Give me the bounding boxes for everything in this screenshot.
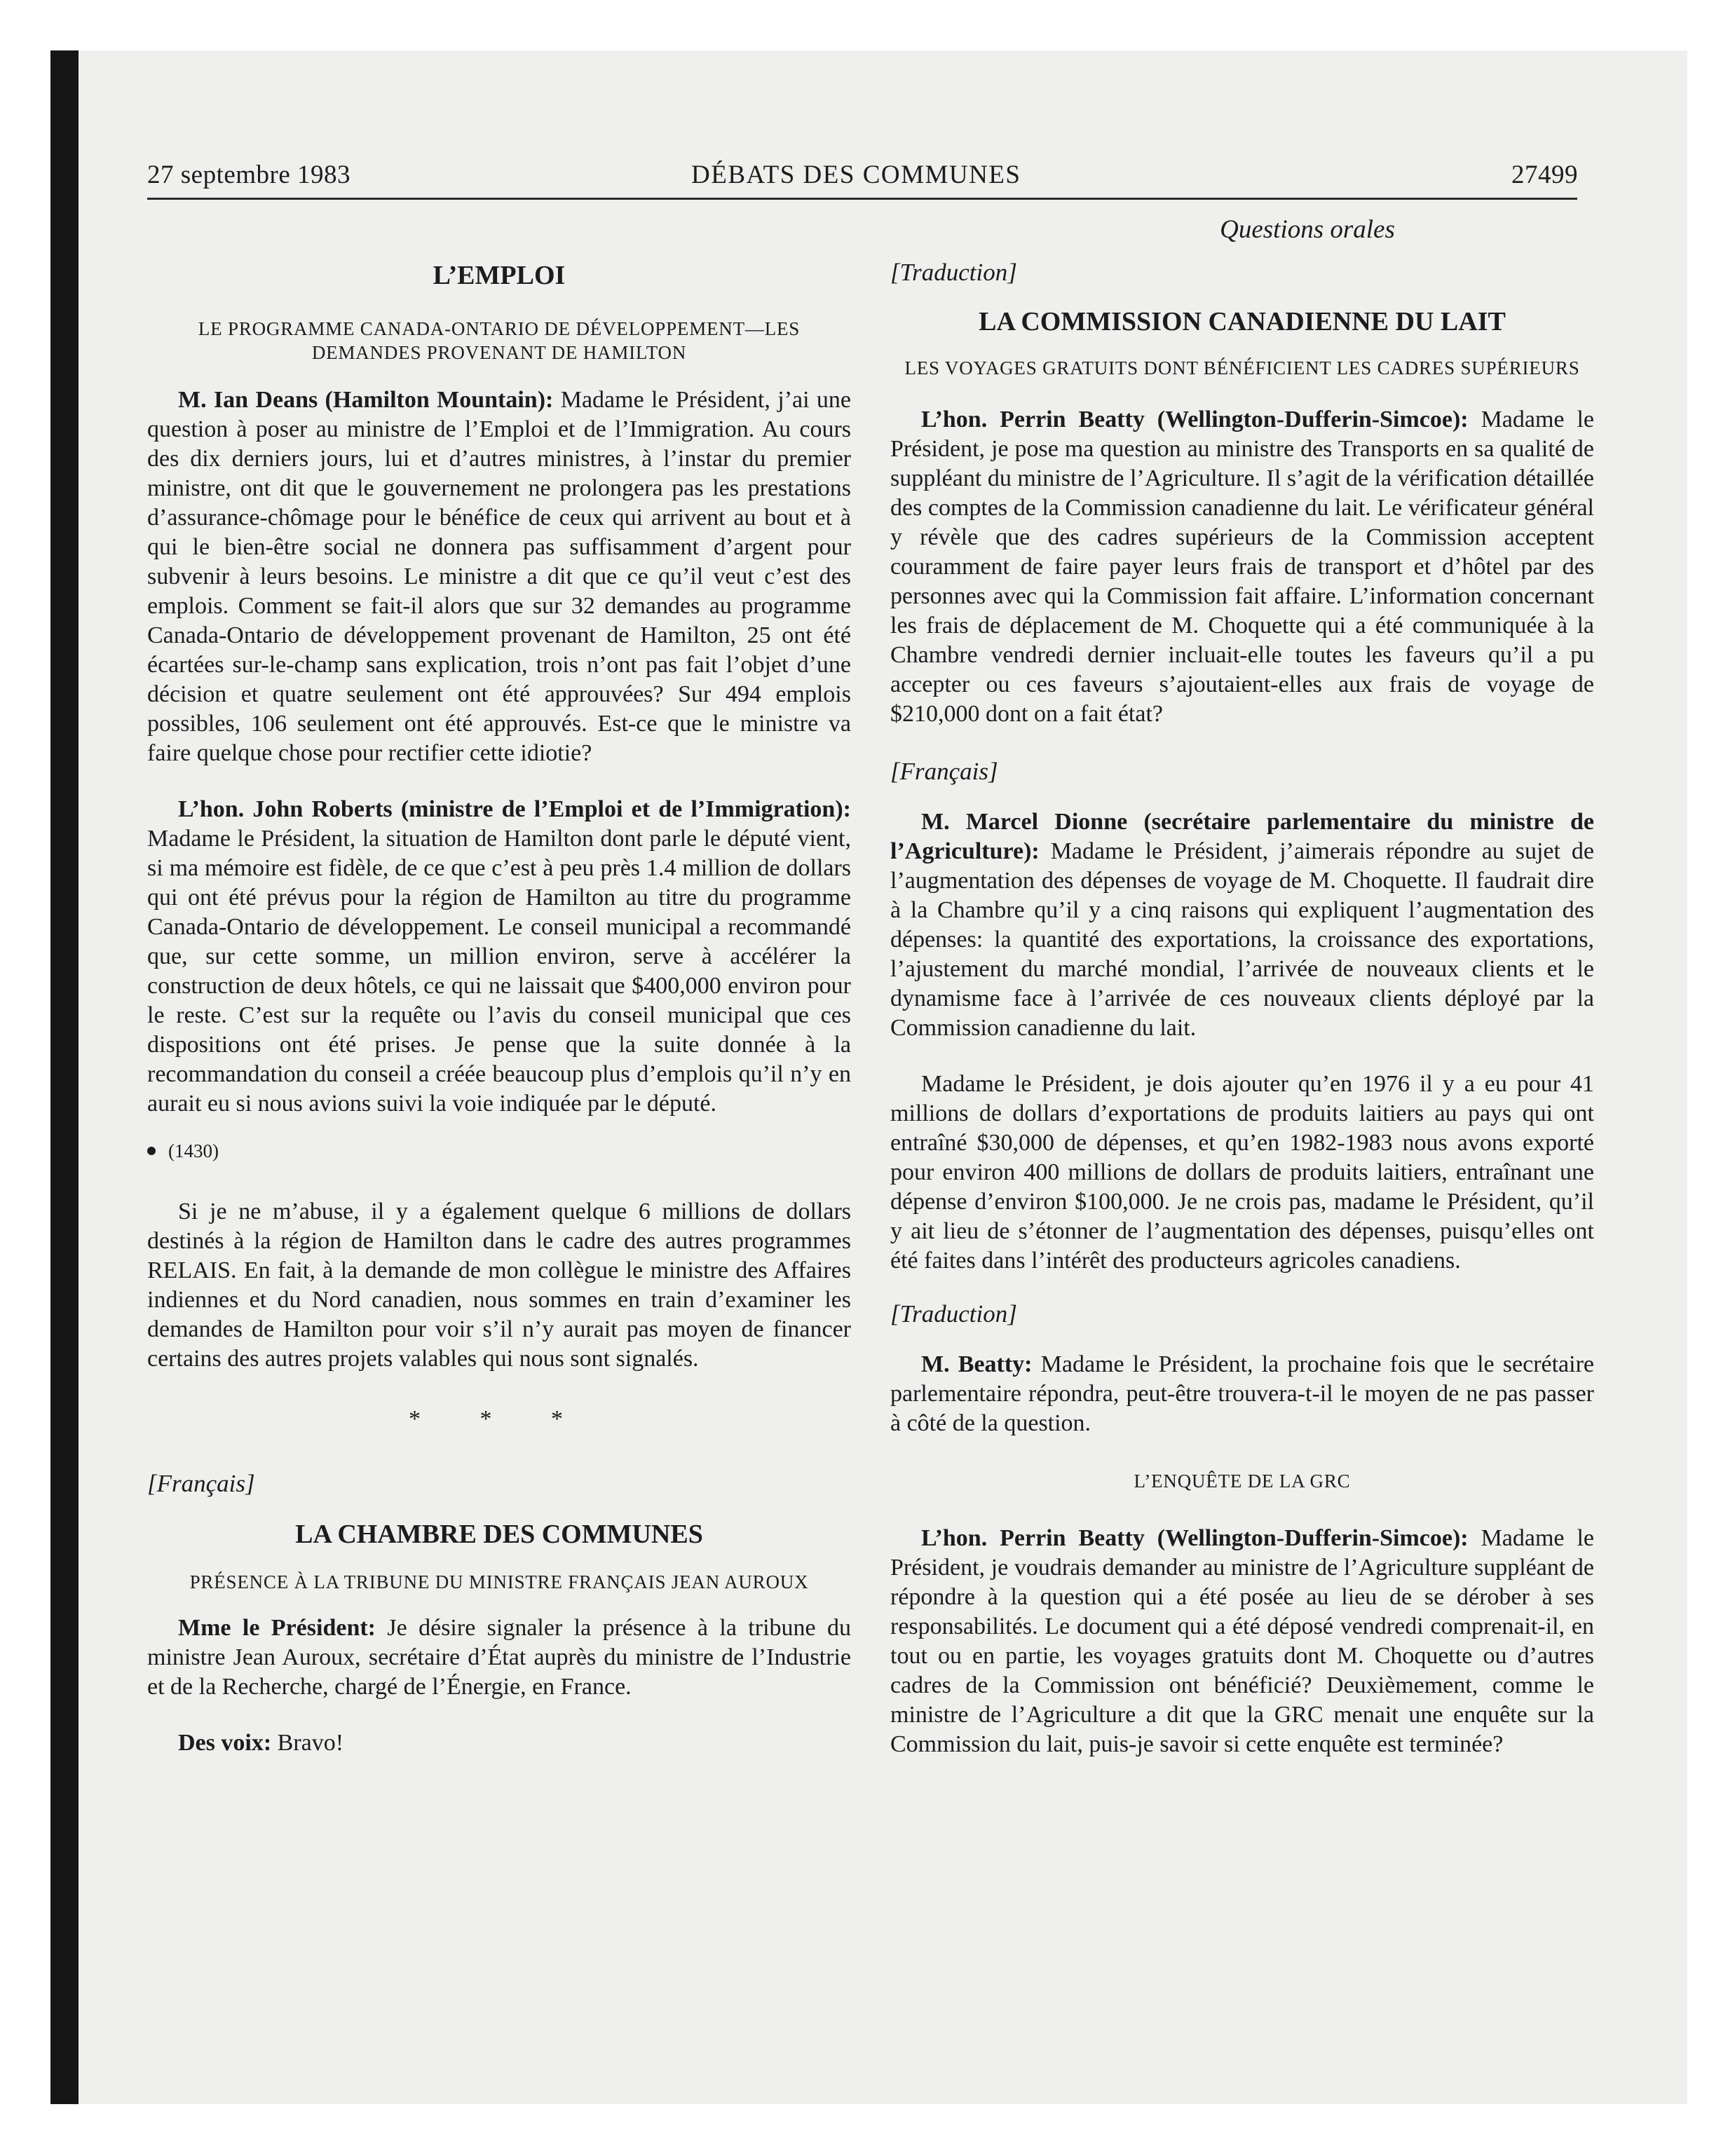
section-separator: * * * (409, 1406, 590, 1432)
left-column (147, 258, 851, 1758)
speaker-name: L’hon. Perrin Beatty (Wellington-Dufferin-Simcoe): (921, 407, 1469, 432)
speaker-name: L’hon. John Roberts (ministre de l’Emploi et de l’Immigration): (178, 796, 851, 822)
subsection-heading: PRÉSENCE À LA TRIBUNE DU MINISTRE FRANÇAIS JEAN AUROUX (189, 1571, 809, 1592)
language-marker: [Traduction] (890, 259, 1017, 286)
speaker-name: M. Ian Deans (Hamilton Mountain): (178, 387, 554, 413)
speech-paragraph (147, 795, 851, 1119)
speech-text: Je désire signaler la présence à la tribune du ministre Jean Auroux, secrétaire d’État auprès du ministre de l’Industrie et de la Recherche, chargé de l’Énergie, en France. (147, 1615, 851, 1700)
time-stamp: (1430) (168, 1140, 219, 1161)
speech-paragraph (147, 1197, 851, 1374)
running-head: Questions orales (1220, 215, 1395, 244)
speech-paragraph (147, 1728, 851, 1758)
speech-paragraph (890, 807, 1594, 1043)
speech-text: Bravo! (277, 1730, 344, 1756)
header-title: DÉBATS DES COMMUNES (691, 161, 1021, 189)
time-marker (147, 1137, 851, 1165)
speech-text: Madame le Président, je voudrais demander au ministre de l’Agriculture suppléant de répondre à la question qui a été posée au lieu de se dérober à ses responsabilités. Le document qui a été déposé vendredi comprenait-il, en tout ou en partie, les voyages gratuits dont M. Choquette ou d’autres cadres de la Commission ont bénéficié? Deuxièmement, comme le ministre de l’Agriculture a dit que la GRC menait une enquête sur la Commission du lait, puis-je savoir si cette enquête est terminée? (890, 1525, 1594, 1757)
section-heading: LA CHAMBRE DES COMMUNES (295, 1520, 703, 1549)
speech-paragraph (890, 1524, 1594, 1759)
speaker-name: L’hon. Perrin Beatty (Wellington-Dufferin-Simcoe): (921, 1525, 1469, 1551)
speaker-name: M. Marcel Dionne (secrétaire parlementaire du ministre de l’Agriculture): (890, 809, 1594, 864)
right-column (890, 258, 1594, 1759)
speech-text: Madame le Président, la situation de Hamilton dont parle le député vient, si ma mémoire est fidèle, de ce que c’est à peu près 1.4 million de dollars qui ont été prévus pour la région de Hamilton au titre du programme Canada-Ontario de développement. Le conseil municipal a recommandé que, sur cette somme, un million environ, serve à accélérer la construction de deux hôtels, ce qui ne laissait que $400,000 environ pour le reste. C’est sur la requête ou l’avis du conseil municipal que ces dispositions ont été prises. Je pense que la suite donnée à la recommandation du conseil a créée beaucoup plus d’emplois qu’il n’y en aurait eu si nous avions suivi la voie indiquée par le député. (147, 826, 851, 1117)
language-marker: [Français] (890, 758, 998, 785)
header-rule (147, 198, 1577, 200)
subsection-heading: LE PROGRAMME CANADA-ONTARIO DE DÉVELOPPEMENT—LES DEMANDES PROVENANT DE HAMILTON (198, 318, 801, 363)
speech-paragraph (890, 1350, 1594, 1438)
section-heading: LA COMMISSION CANADIENNE DU LAIT (979, 307, 1506, 336)
section-heading: L’EMPLOI (433, 261, 566, 290)
speech-paragraph (147, 386, 851, 768)
subsection-heading: L’ENQUÊTE DE LA GRC (1134, 1471, 1351, 1492)
speaker-name: Des voix: (178, 1730, 272, 1756)
speaker-name: M. Beatty: (921, 1351, 1033, 1377)
bullet-icon (147, 1147, 156, 1155)
speech-text: Madame le Président, je dois ajouter qu’en 1976 il y a eu pour 41 millions de dollars d’exportations de produits laitiers au pays qui ont entraîné $30,000 de dépenses, et qu’en 1982-1983 nous avons exporté pour environ 400 millions de dollars de produits laitiers, entraînant une dépense d’environ $100,000. Je ne crois pas, madame le Président, qu’il y ait lieu de s’étonner de l’augmentation des dépenses, puisqu’elles ont été faites dans l’intérêt des producteurs agricoles canadiens. (890, 1071, 1594, 1274)
page-number: 27499 (1511, 161, 1578, 189)
speech-paragraph (147, 1613, 851, 1702)
speech-text: Si je ne m’abuse, il y a également quelque 6 millions de dollars destinés à la région de Hamilton dans le cadre des autres programmes RELAIS. En fait, à la demande de mon collègue le ministre des Affaires indiennes et du Nord canadien, nous sommes en train d’examiner les demandes de Hamilton pour voir s’il n’y aurait pas moyen de financer certains des autres projets valables qui nous sont signalés. (147, 1199, 851, 1372)
subsection-heading: LES VOYAGES GRATUITS DONT BÉNÉFICIENT LES CADRES SUPÉRIEURS (904, 357, 1580, 378)
speech-text: Madame le Président, la prochaine fois que le secrétaire parlementaire répondra, peut-être trouvera-t-il le moyen de ne pas passer à côté de la question. (890, 1351, 1594, 1436)
speech-text: Madame le Président, je pose ma question au ministre des Transports en sa qualité de suppléant du ministre de l’Agriculture. Il s’agit de la vérification détaillée des comptes de la Commission canadienne du lait. Le vérificateur général y révèle que des cadres supérieurs de la Commission acceptent couramment de faire payer leurs frais de transport et d’hôtel par des personnes avec qui la Commission fait affaire. L’information concernant les frais de déplacement de M. Choquette qui a été communiquée à la Chambre vendredi dernier incluait-elle toutes les faveurs qu’il a pu accepter ou ces faveurs s’ajoutaient-elles aux frais de voyage de $210,000 dont on a fait état? (890, 407, 1594, 727)
speaker-name: Mme le Président: (178, 1615, 376, 1641)
header-date: 27 septembre 1983 (147, 161, 351, 189)
speech-paragraph (890, 405, 1594, 729)
speech-text: Madame le Président, j’aimerais répondre au sujet de l’augmentation des dépenses de voyage de M. Choquette. Il faudrait dire à la Chambre qu’il y a cinq raisons qui expliquent l’augmentation des dépenses: la quantité des exportations, la croissance des exportations, l’ajustement du marché mondial, l’arrivée de nouveaux clients et le dynamisme face à l’arrivée de ces nouveaux clients déployé par la Commission canadienne du lait. (890, 838, 1595, 1041)
scan-binding-edge (50, 50, 79, 2104)
speech-paragraph (890, 1070, 1594, 1276)
language-marker: [Traduction] (890, 1300, 1017, 1328)
speech-text: Madame le Président, j’ai une question à poser au ministre de l’Emploi et de l’Immigration. Au cours des dix derniers jours, lui et d’autres ministres, à l’instar du premier ministre, ont dit que le gouvernement ne prolongera pas les prestations d’assurance-chômage pour le bénéfice de ceux qui arrivent au bout et à qui le bien-être social ne donnera pas suffisamment d’argent pour subvenir à leurs besoins. Le ministre a dit que ce qu’il veut c’est des emplois. Comment se fait-il alors que sur 32 demandes au programme Canada-Ontario de développement provenant de Hamilton, 25 ont été écartées sur-le-champ sans explication, trois n’ont pas fait l’objet d’une décision et quatre seulement ont été approuvées? Sur 494 emplois possibles, 106 seulement ont été approuvés. Est-ce que le ministre va faire quelque chose pour rectifier cette idiotie? (147, 387, 852, 766)
language-marker: [Français] (147, 1470, 255, 1497)
